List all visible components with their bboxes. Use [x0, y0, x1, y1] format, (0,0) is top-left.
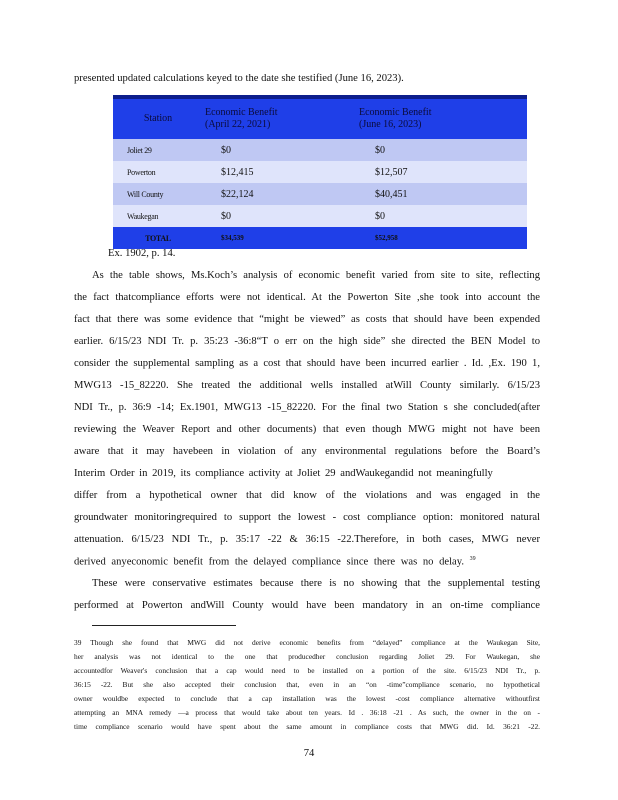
- footnote-divider: [92, 625, 236, 626]
- table-row: [113, 205, 527, 227]
- table-total-row: [113, 227, 527, 249]
- body-line: NDI Tr., p. 36:9 -14; Ex.1901, MWG13 -15_82220. For the final two Station s she concluded(after: [74, 402, 540, 413]
- footnote-marker[interactable]: 39: [469, 556, 476, 562]
- body-line: MWG13 -15_82220. She treated the additional wells installed atWill County similarly. 6/15/23: [74, 380, 540, 391]
- table-header-row: [113, 97, 527, 139]
- body-line: earlier. 6/15/23 NDI Tr. p. 35:23 -36:8“T o err on the high side” she directed the BEN Model to: [74, 336, 540, 347]
- body-line: aware that it may havebeen in violation of any environmental regulations before the Board’s: [74, 446, 540, 457]
- row-april: $22,124: [221, 188, 254, 200]
- intro-line: presented updated calculations keyed to the date she testified (June 16, 2023).: [74, 73, 404, 84]
- body-line: performed at Powerton andWill County would have been mandatory in an on-time compliance: [74, 600, 540, 611]
- header-june: Economic Benefit (June 16, 2023): [359, 107, 432, 130]
- body-line: As the table shows, Ms.Koch’s analysis of economic benefit varied from site to site, reflecting: [92, 270, 540, 281]
- table-citation: Ex. 1902, p. 14.: [108, 248, 176, 259]
- footnote-line: 39 Though she found that MWG did not derive economic benefits from “delayed” compliance at the Waukegan Site,: [74, 638, 540, 647]
- body-line: the fact thatcompliance efforts were not identical. At the Powerton Site ,she took into account the: [74, 292, 540, 303]
- row-station: Waukegan: [127, 211, 159, 221]
- body-line: These were conservative estimates because there is no showing that the supplemental testing: [92, 578, 540, 589]
- economic-benefit-table: [113, 95, 527, 249]
- body-line: differ from a hypothetical owner that did know of the violations and was engaged in the: [74, 490, 540, 501]
- row-june: $52,958: [375, 234, 398, 242]
- row-station: Will County: [127, 189, 164, 199]
- footnote-line: attempting an MNA remedy —a process that would take about ten years. Id . 36:18 -21 . As such, the owner in the on -: [74, 708, 540, 717]
- table-row: [113, 139, 527, 161]
- footnote-line: accountedfor Weaver's conclusion that a cap would need to be installed on a portion of the site. 6/15/23 NDI Tr., p.: [74, 666, 540, 675]
- footnote-line: owner wouldbe expected to conclude that a cap installation was the lowest -cost compliance alternative withoutfirst: [74, 694, 540, 703]
- body-line: groundwater monitoringrequired to support the lowest - cost compliance option: monitored natural: [74, 512, 540, 523]
- row-june: $0: [375, 210, 385, 222]
- table-row: [113, 183, 527, 205]
- body-line-with-footnote: derived anyeconomic benefit from the delayed compliance since there was no delay. $^{39}$: [74, 556, 476, 568]
- row-april: $0: [221, 144, 231, 156]
- footnote-line: her analysis was not identical to the one that producedher conclusion regarding Joliet 29. For Waukegan, she: [74, 652, 540, 661]
- footnote-line: 36:15 -22. But she also accepted their conclusion that, even in an “on -time”compliance scenario, no hypothetical: [74, 680, 540, 689]
- row-june: $0: [375, 144, 385, 156]
- footnote-line: time compliance scenario would have spent about the same amount in compliance costs that MWG did. Id. 36:21 -22.: [74, 722, 540, 731]
- body-line: consider the supplemental sampling as a cost that should have been incurred earlier . Id. ,Ex. 190 1,: [74, 358, 540, 369]
- row-april: $0: [221, 210, 231, 222]
- page-number: 74: [303, 748, 315, 759]
- row-station: Joliet 29: [127, 145, 152, 155]
- body-line: fact that there was some evidence that “might be viewed” as costs that should have been expended: [74, 314, 540, 325]
- row-april: $34,539: [221, 234, 244, 242]
- row-june: $40,451: [375, 188, 408, 200]
- body-line: attenuation. 6/15/23 NDI Tr., p. 35:17 -22 & 36:15 -22.Therefore, in both cases, MWG never: [74, 534, 540, 545]
- body-line: Interim Order in 2019, its compliance activity at Joliet 29 andWaukegandid not meaningfully: [74, 468, 493, 479]
- table-row: [113, 161, 527, 183]
- header-station: Station: [143, 113, 173, 124]
- row-station: TOTAL: [145, 233, 171, 243]
- row-june: $12,507: [375, 166, 408, 178]
- row-april: $12,415: [221, 166, 254, 178]
- body-line: reviewing the Weaver Report and other documents) that even though MWG might not have been: [74, 424, 540, 435]
- row-station: Powerton: [127, 167, 156, 177]
- header-april: Economic Benefit (April 22, 2021): [205, 107, 278, 130]
